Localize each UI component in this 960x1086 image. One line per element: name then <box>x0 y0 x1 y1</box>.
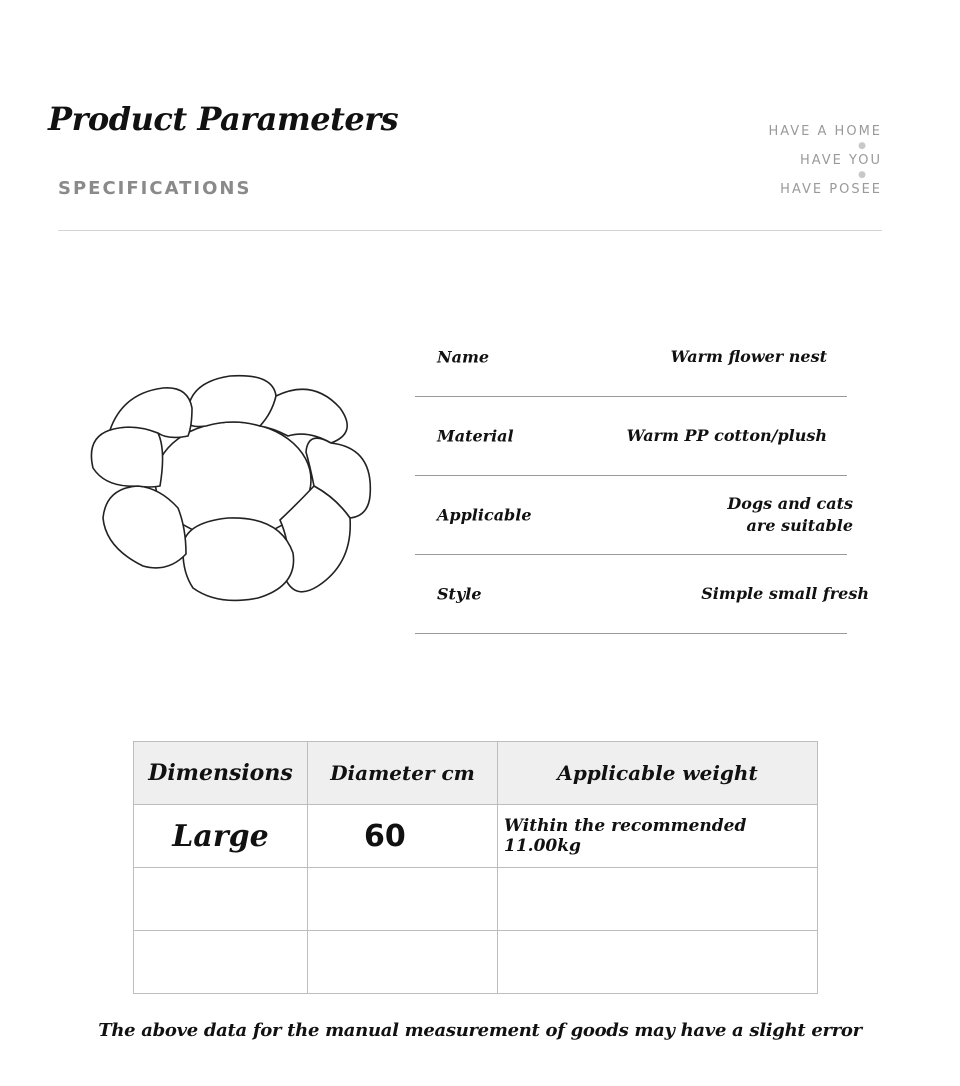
tagline-line: HAVE POSEE <box>780 182 882 197</box>
spec-value: Dogs and cats are suitable <box>727 494 853 535</box>
page-title: Product Parameters <box>48 100 399 138</box>
table-cell-size: Large <box>134 805 308 868</box>
table-header-cell: Diameter cm <box>308 742 498 805</box>
table-cell-weight: Within the recommended 11.00kg <box>498 805 818 868</box>
table-header-cell: Dimensions <box>134 742 308 805</box>
spec-row-name <box>415 318 847 397</box>
table-cell-size <box>134 868 308 931</box>
table-cell-diameter <box>308 868 498 931</box>
table-cell-size <box>134 931 308 994</box>
spec-label: Applicable <box>437 505 532 525</box>
spec-value: Warm flower nest <box>670 347 827 366</box>
brand-tagline <box>682 124 882 197</box>
table-row <box>134 868 818 931</box>
table-row <box>134 931 818 994</box>
spec-row-style <box>415 555 869 634</box>
table-cell-weight <box>498 868 818 931</box>
tagline-dot: ● <box>858 170 868 180</box>
table-cell-diameter: 60 <box>308 805 498 868</box>
spec-label: Style <box>437 584 482 604</box>
spec-label: Name <box>437 347 490 367</box>
page-subtitle: SPECIFICATIONS <box>58 178 252 199</box>
spec-label: Material <box>437 426 514 446</box>
table-cell-weight <box>498 931 818 994</box>
tagline-dot: ● <box>858 141 868 151</box>
header-divider <box>58 230 882 231</box>
tagline-line: HAVE YOU <box>799 153 882 168</box>
tagline-line: HAVE A HOME <box>768 124 882 139</box>
table-row <box>134 805 818 868</box>
spec-list <box>415 318 869 634</box>
table-cell-diameter <box>308 931 498 994</box>
measurement-footnote: The above data for the manual measurement of goods may have a slight error <box>98 1020 862 1041</box>
dimensions-table <box>133 741 818 994</box>
spec-row-applicable <box>415 476 853 555</box>
spec-value: Simple small fresh <box>701 584 869 603</box>
flower-nest-icon <box>88 368 378 608</box>
table-header-cell: Applicable weight <box>498 742 818 805</box>
spec-row-material <box>415 397 847 476</box>
spec-value: Warm PP cotton/plush <box>626 426 827 445</box>
table-header-row <box>134 742 818 805</box>
